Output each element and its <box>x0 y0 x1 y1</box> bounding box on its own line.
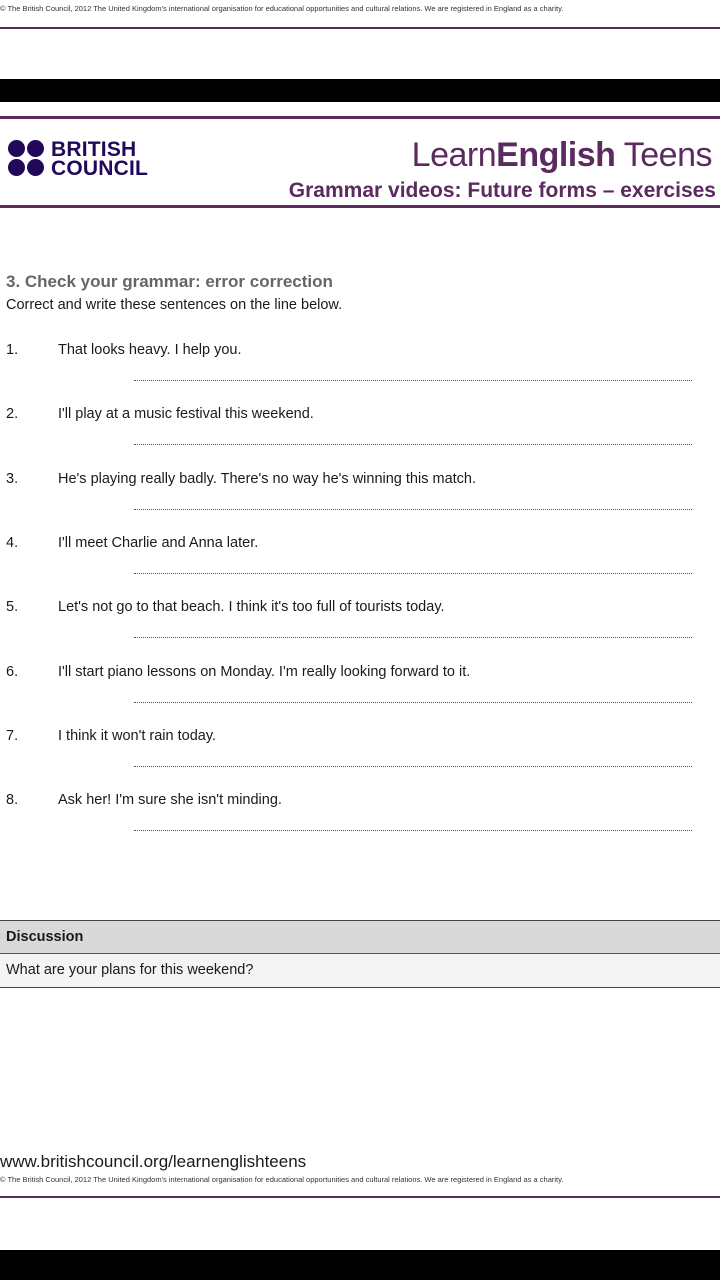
question-number: 6. <box>6 663 19 680</box>
discussion-table <box>0 920 720 988</box>
question-item <box>0 728 720 792</box>
question-number: 1. <box>6 342 19 358</box>
question-item <box>0 599 720 663</box>
question-item <box>0 342 720 406</box>
page-gap-band <box>0 79 720 102</box>
question-item <box>0 535 720 599</box>
page-title: Grammar videos: Future forms – exercises <box>288 179 716 202</box>
answer-line[interactable] <box>134 380 692 381</box>
question-sentence: I think it won't rain today. <box>58 727 217 744</box>
footer-divider-bottom <box>0 1196 720 1198</box>
footer-divider-top <box>0 27 720 29</box>
exercise-instruction: Correct and write these sentences on the line below. <box>6 297 343 313</box>
question-sentence: That looks heavy. I help you. <box>58 342 242 358</box>
question-item <box>0 471 720 535</box>
discussion-question: What are your plans for this weekend? <box>0 954 720 987</box>
question-number: 7. <box>6 727 19 744</box>
answer-line[interactable] <box>134 766 692 767</box>
question-sentence: I'll play at a music festival this weekend. <box>58 406 314 423</box>
exercise-heading: 3. Check your grammar: error correction <box>6 272 333 291</box>
header-bottom-rule <box>0 205 720 208</box>
question-item <box>0 792 720 856</box>
logo-text: BRITISH COUNCIL <box>51 138 149 180</box>
copyright-notice-top: © The British Council, 2012 The United Kingdom's international organisation for educational opportunities and cultural relations. We are registered in England as a charity. <box>0 4 564 13</box>
logo-dots-icon <box>8 139 48 179</box>
question-number: 3. <box>6 470 19 487</box>
copyright-notice-bottom: © The British Council, 2012 The United Kingdom's international organisation for educational opportunities and cultural relations. We are registered in England as a charity. <box>0 1175 564 1184</box>
question-sentence: Ask her! I'm sure she isn't minding. <box>58 792 282 809</box>
question-sentence: I'll start piano lessons on Monday. I'm really looking forward to it. <box>58 663 471 680</box>
answer-line[interactable] <box>134 830 692 831</box>
answer-line[interactable] <box>134 444 692 445</box>
question-number: 4. <box>6 534 19 551</box>
question-item <box>0 406 720 470</box>
website-url: www.britishcouncil.org/learnenglishteens <box>0 1152 307 1171</box>
question-number: 5. <box>6 599 19 616</box>
discussion-heading: Discussion <box>0 921 720 954</box>
question-sentence: I'll meet Charlie and Anna later. <box>58 534 259 551</box>
learnenglish-teens-brand: LearnEnglish Teens <box>411 136 712 174</box>
answer-line[interactable] <box>134 702 692 703</box>
answer-line[interactable] <box>134 509 692 510</box>
page-gap-band-bottom <box>0 1250 720 1280</box>
question-sentence: Let's not go to that beach. I think it's too full of tourists today. <box>58 599 445 616</box>
answer-line[interactable] <box>134 637 692 638</box>
british-council-logo <box>8 139 148 179</box>
header-top-rule <box>0 116 720 119</box>
question-item <box>0 664 720 728</box>
question-sentence: He's playing really badly. There's no way he's winning this match. <box>58 470 477 487</box>
question-number: 2. <box>6 406 19 423</box>
answer-line[interactable] <box>134 573 692 574</box>
question-number: 8. <box>6 792 19 809</box>
